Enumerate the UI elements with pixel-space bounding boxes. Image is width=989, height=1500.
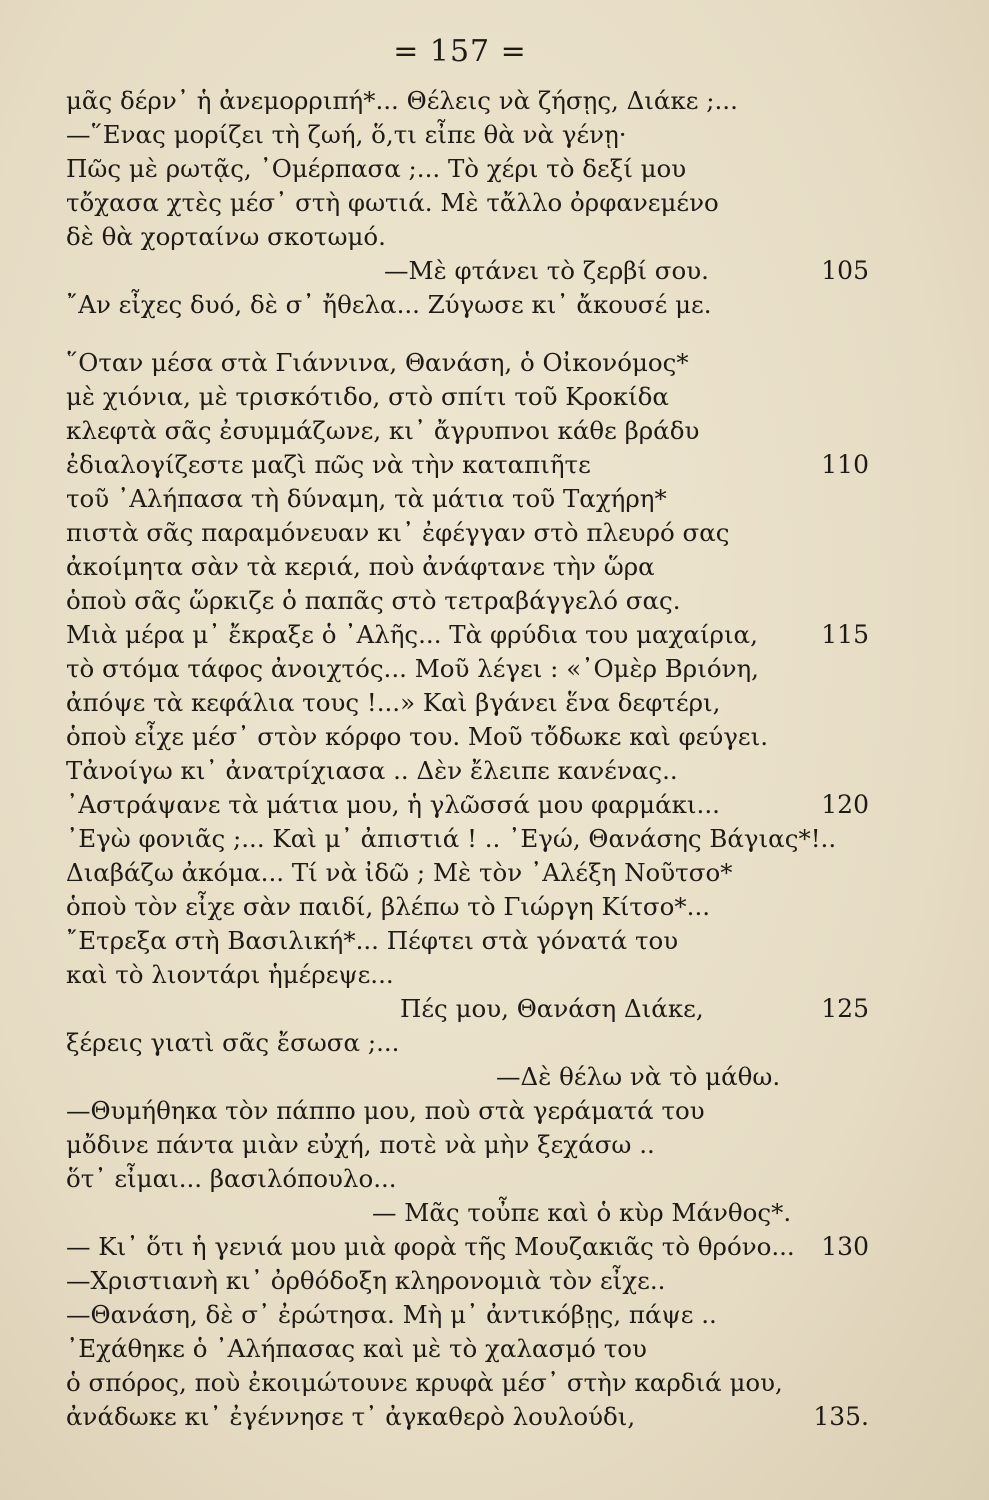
verse-line: ἐδιαλογίζεστε μαζὶ πῶς νὰ τὴν καταπιῆτε — [66, 450, 591, 479]
verse-line: —Μὲ φτάνει τὸ ζερβί σου. — [384, 256, 709, 285]
verse-line: τὸ στόμα τάφος ἀνοιχτός... Μοῦ λέγει : «᾿Ομὲρ Βριόνη, — [66, 654, 759, 683]
verse-line: —Χριστιανὴ κι᾽ ὀρθόδοξη κληρονομιὰ τὸν εἶχε.. — [66, 1266, 666, 1295]
verse-line: καὶ τὸ λιοντάρι ἡμέρεψε... — [66, 960, 394, 989]
line-number: 135. — [813, 1402, 869, 1431]
verse-line: —Δὲ θέλω νὰ τὸ μάθω. — [496, 1062, 781, 1091]
verse-line: ᾿Εχάθηκε ὁ ᾿Αλήπασας καὶ μὲ τὸ χαλασμό του — [66, 1334, 647, 1363]
verse-line: ξέρεις γιατὶ σᾶς ἔσωσα ;... — [66, 1028, 400, 1057]
verse-line: ἀκοίμητα σὰν τὰ κεριά, ποὺ ἀνάφτανε τὴν ὥρα — [66, 552, 655, 581]
verse-line: ἀνάδωκε κι᾽ ἐγέννησε τ᾽ ἀγκαθερὸ λουλούδι, — [66, 1402, 636, 1431]
verse-line: ῎Αν εἶχες δυό, δὲ σ᾽ ἤθελα... Ζύγωσε κι᾽ ἄκουσέ με. — [66, 290, 712, 319]
line-number: 110 — [821, 450, 869, 479]
line-number: 105 — [821, 256, 869, 285]
line-number: 130 — [821, 1232, 869, 1261]
verse-line: — Κι᾽ ὅτι ἡ γενιά μου μιὰ φορὰ τῆς Μουζακιᾶς τὸ θρόνο... — [66, 1232, 795, 1261]
verse-line: ὅτ᾽ εἶμαι... βασιλόπουλο... — [66, 1164, 397, 1193]
verse-line: μὲ χιόνια, μὲ τρισκότιδο, στὸ σπίτι τοῦ Κροκίδα — [66, 382, 669, 411]
line-number: 115 — [821, 620, 869, 649]
verse-line: ῎Ετρεξα στὴ Βασιλική*... Πέφτει στὰ γόνατά του — [66, 926, 679, 955]
verse-line: — Μᾶς τοὖπε καὶ ὁ κὺρ Μάνθος*. — [372, 1198, 792, 1227]
verse-line: πιστὰ σᾶς παραμόνευαν κι᾽ ἐφέγγαν στὸ πλευρό σας — [66, 518, 730, 547]
verse-line: τοῦ ᾿Αλήπασα τὴ δύναμη, τὰ μάτια τοῦ Ταχήρη* — [66, 484, 667, 513]
page-number: = 157 = — [393, 34, 527, 69]
verse-line: μὄδινε πάντα μιὰν εὐχή, ποτὲ νὰ μὴν ξεχάσω .. — [66, 1130, 655, 1159]
verse-line: ὁποὺ τὸν εἶχε σὰν παιδί, βλέπω τὸ Γιώργη Κίτσο*... — [66, 892, 711, 921]
verse-line: τὄχασα χτὲς μέσ᾽ στὴ φωτιά. Μὲ τἄλλο ὀρφανεμένο — [66, 188, 719, 217]
verse-line: Πῶς μὲ ρωτᾷς, ᾿Ομέρπασα ;... Τὸ χέρι τὸ δεξί μου — [66, 154, 687, 183]
verse-line: ᾿Αστράψανε τὰ μάτια μου, ἡ γλῶσσά μου φαρμάκι... — [66, 790, 720, 819]
verse-line: Πές μου, Θανάση Διάκε, — [400, 994, 704, 1023]
verse-line: Τἀνοίγω κι᾽ ἀνατρίχιασα .. Δὲν ἔλειπε κανένας.. — [66, 756, 678, 785]
line-number: 120 — [821, 790, 869, 819]
verse-line: ῞Οταν μέσα στὰ Γιάννινα, Θανάση, ὁ Οἰκονόμος* — [66, 348, 689, 377]
line-number: 125 — [821, 994, 869, 1023]
verse-line: Διαβάζω ἀκόμα... Τί νὰ ἰδῶ ; Μὲ τὸν ᾿Αλέξη Νοῦτσο* — [66, 858, 733, 887]
verse-line: κλεφτὰ σᾶς ἐσυμμάζωνε, κι᾽ ἄγρυπνοι κάθε βράδυ — [66, 416, 700, 445]
verse-line: —῞Ενας μορίζει τὴ ζωή, ὅ,τι εἶπε θὰ νὰ γένῃ· — [66, 120, 627, 149]
verse-line: —Θανάση, δὲ σ᾽ ἐρώτησα. Μὴ μ᾽ ἀντικόβῃς, πάψε .. — [66, 1300, 717, 1329]
verse-line: μᾶς δέρν᾽ ἡ ἀνεμορριπή*... Θέλεις νὰ ζήσῃς, Διάκε ;... — [66, 86, 738, 115]
verse-line: δὲ θὰ χορταίνω σκοτωμό. — [66, 222, 386, 251]
verse-line: —Θυμήθηκα τὸν πάππο μου, ποὺ στὰ γεράματά του — [66, 1096, 705, 1125]
verse-line: Μιὰ μέρα μ᾽ ἔκραξε ὁ ᾿Αλῆς... Τὰ φρύδια του μαχαίρια, — [66, 620, 758, 649]
verse-line: ἀπόψε τὰ κεφάλια τους !...» Καὶ βγάνει ἕνα δεφτέρι, — [66, 688, 721, 717]
verse-line: ὁποὺ σᾶς ὥρκιζε ὁ παπᾶς στὸ τετραβάγγελό σας. — [66, 586, 681, 615]
verse-line: ᾿Εγὼ φονιᾶς ;... Καὶ μ᾽ ἀπιστιά ! .. ᾿Εγώ, Θανάσης Βάγιας*!.. — [66, 824, 837, 853]
verse-line: ὁποὺ εἶχε μέσ᾽ στὸν κόρφο του. Μοῦ τὄδωκε καὶ φεύγει. — [66, 722, 768, 751]
verse-line: ὁ σπόρος, ποὺ ἐκοιμώτουνε κρυφὰ μέσ᾽ στὴν καρδιά μου, — [66, 1368, 783, 1397]
